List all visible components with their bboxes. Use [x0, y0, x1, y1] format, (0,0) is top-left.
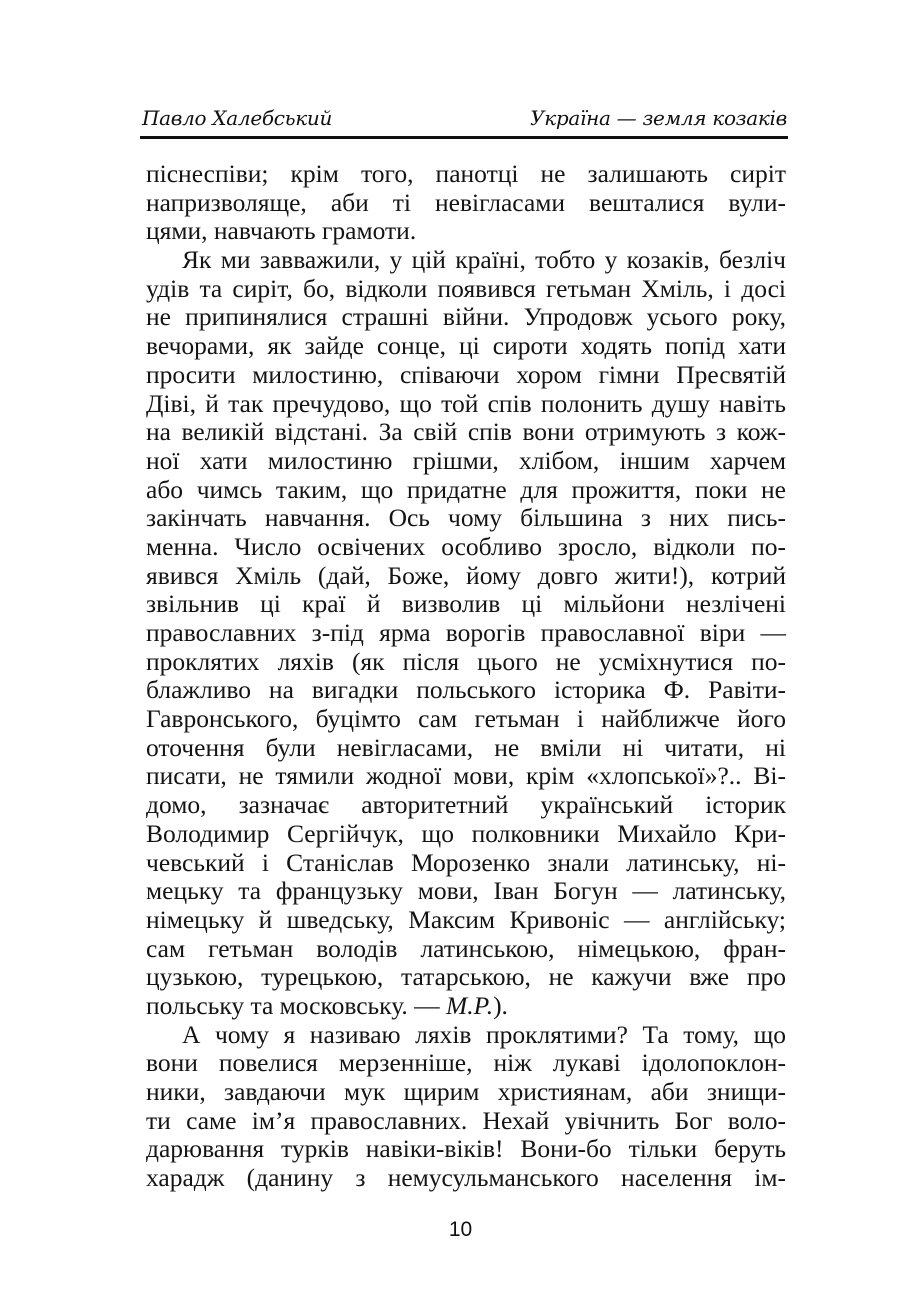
text-line [146, 390, 786, 419]
running-head-title: Україна — земля козаків [530, 106, 787, 130]
text-line [146, 1049, 786, 1078]
text-line [146, 246, 786, 275]
text-line [146, 590, 786, 619]
text-line-content: удів та сиріт, бо, відколи появився гетьман Хміль, і досі [146, 273, 786, 303]
text-line [146, 734, 786, 763]
text-line [146, 1021, 786, 1050]
text-line [146, 303, 786, 332]
header-rule [140, 136, 788, 139]
text-line [146, 762, 786, 791]
text-line [146, 705, 786, 734]
text-line-content: Як ми завважили, у цій країні, тобто у козаків, безліч [182, 245, 786, 275]
text-line-content: Діві, й так пречудово, що той спів полонить душу навіть [146, 388, 786, 418]
text-line-content: Гавронського, буцімто сам гетьман і найближче його [146, 704, 786, 734]
text-line [146, 160, 786, 189]
text-line [146, 504, 786, 533]
body-text [146, 160, 786, 1193]
text-line [146, 562, 786, 591]
text-line-content: ти саме ім’я православних. Нехай увічнить Бог воло- [146, 1105, 786, 1135]
text-line [146, 1164, 786, 1193]
text-line-content: ної хати милостиню грішми, хлібом, іншим харчем [146, 445, 786, 475]
text-line-content: менна. Число освічених особливо зросло, відколи по- [146, 531, 786, 561]
text-line-content: ники, завдаючи мук щирим християнам, аби знищи- [146, 1077, 786, 1106]
text-line-content: домо, зазначає авторитетний український історик [146, 790, 786, 820]
text-line [146, 476, 786, 505]
text-line-content: дарювання турків навіки-віків! Вони-бо тільки беруть [146, 1134, 786, 1164]
text-line [146, 418, 786, 447]
text-line-tail: ). [493, 990, 508, 1020]
running-head-author: Павло Халебський [142, 106, 333, 130]
text-line [146, 791, 786, 820]
text-line-content: мецьку та французьку мови, Іван Богун — латинську, [146, 876, 786, 906]
text-line [146, 648, 786, 677]
text-line-content: просити милостиню, співаючи хором гімни Пресвятій [146, 359, 786, 389]
text-line-content: проклятих ляхів (як після цього не усміхнутися по- [146, 646, 786, 676]
text-line-content: Володимир Сергійчук, що полковники Михайло Кри- [146, 818, 786, 848]
initials-italic: М.Р. [446, 990, 494, 1020]
text-line-content: А чому я називаю ляхів проклятими? Та тому, що [182, 1019, 786, 1049]
running-head [142, 104, 787, 134]
text-line-content: напризволяще, аби ті невігласами вешталися вули- [146, 187, 786, 217]
text-line [146, 189, 786, 218]
text-line-content: закінчать навчання. Ось чому більшина з них пись- [146, 503, 786, 533]
text-line [146, 332, 786, 361]
text-line-content: піснеспіви; крім того, панотці не залишають сиріт [146, 159, 786, 188]
text-line [146, 1078, 786, 1107]
text-line-content: польську та московську. — [146, 990, 447, 1020]
text-line [146, 1135, 786, 1164]
text-line-content: чевський і Станіслав Морозенко знали латинську, ні- [146, 847, 786, 877]
text-line-content: звільнив ці краї й визволив ці мільйони незлічені [146, 589, 786, 619]
text-line-content: харадж (данину з немусульманського населення ім- [146, 1163, 786, 1193]
text-line [146, 619, 786, 648]
text-line [146, 676, 786, 705]
text-line [146, 533, 786, 562]
text-line [146, 820, 786, 849]
text-line [146, 217, 786, 246]
text-line-content: або чимсь таким, що придатне для прожиття, поки не [146, 474, 786, 504]
text-line-content: оточення були невігласами, не вміли ні читати, ні [146, 732, 786, 762]
text-line [146, 877, 786, 906]
text-line-content: цузькою, турецькою, татарською, не кажучи вже про [146, 962, 786, 992]
text-line [146, 1107, 786, 1136]
text-line-content: німецьку й шведську, Максим Кривоніс — англійську; [146, 904, 786, 934]
text-line-content: вони повелися мерзенніше, ніж лукаві ідолопоклон- [146, 1048, 786, 1078]
text-line-content: на великій відстані. За свій спів вони отримують з кож- [146, 417, 786, 447]
text-line [146, 963, 786, 992]
text-line-content: не припинялися страшні війни. Упродовж усього року, [146, 302, 786, 332]
text-line [146, 849, 786, 878]
text-line [146, 906, 786, 935]
text-line-content: вечорами, як зайде сонце, ці сироти ходять попід хати [146, 331, 786, 361]
text-line [146, 361, 786, 390]
text-line [146, 447, 786, 476]
text-line-content: писати, не тямили жодної мови, крім «хлопської»?.. Ві- [146, 761, 786, 791]
text-line-content: блажливо на вигадки польського історика Ф. Равіти- [146, 675, 786, 705]
text-line-content: сам гетьман володів латинською, німецькою, фран- [146, 933, 786, 963]
text-line-content: цями, навчають грамоти. [146, 216, 417, 246]
page-number: 10 [448, 1218, 473, 1241]
text-line-content: явився Хміль (дай, Боже, йому довго жити!), котрий [146, 560, 786, 590]
text-line [146, 992, 786, 1021]
text-line [146, 935, 786, 964]
text-line [146, 275, 786, 304]
text-line-content: православних з-під ярма ворогів православної віри — [146, 618, 786, 647]
